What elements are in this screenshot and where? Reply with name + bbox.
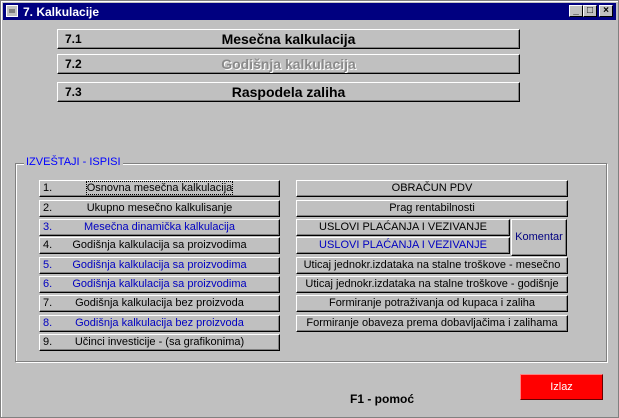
report-label: Godišnja kalkulacija bez proizvoda <box>75 317 244 329</box>
exit-button[interactable]: Izlaz <box>520 374 603 400</box>
report-number: 8. <box>43 317 53 329</box>
break-even-button[interactable] <box>296 200 568 217</box>
button-label: Raspodela zaliha <box>231 84 346 100</box>
report-label: Formiranje potraživanja od kupaca i zaliha <box>328 297 536 309</box>
report-number: 5. <box>43 259 53 271</box>
button-number: 7.1 <box>65 32 82 46</box>
report-button-6[interactable] <box>39 276 280 293</box>
yearly-calculation-button[interactable] <box>57 54 520 74</box>
report-label: OBRAČUN PDV <box>391 182 473 194</box>
report-number: 6. <box>43 278 53 290</box>
report-button-7[interactable] <box>39 295 280 312</box>
report-button-4[interactable] <box>39 237 280 254</box>
report-label: USLOVI PLAĆANJA I VEZIVANJE <box>319 221 487 233</box>
help-hint: F1 - pomoć <box>350 392 415 406</box>
report-label: Uticaj jednokr.izdataka na stalne troškove - mesečno <box>303 259 561 271</box>
report-label: Godišnja kalkulacija bez proizvoda <box>75 297 244 309</box>
report-button-3[interactable] <box>39 219 280 236</box>
liabilities-formation-button[interactable] <box>296 315 568 332</box>
report-label: Učinci investicije - (sa grafikonima) <box>74 336 245 348</box>
one-time-expenses-monthly-button[interactable] <box>296 257 568 274</box>
report-label: Godišnja kalkulacija sa proizvodima <box>72 239 247 251</box>
monthly-calculation-button[interactable] <box>57 29 520 49</box>
report-label: Osnovna mesečna kalkulacija <box>86 182 233 194</box>
report-label: USLOVI PLAĆANJA I VEZIVANJE <box>319 239 487 251</box>
minimize-button[interactable]: _ <box>569 5 583 17</box>
report-label: Mesečna dinamička kalkulacija <box>83 221 235 233</box>
button-number: 7.3 <box>65 85 82 99</box>
comment-button[interactable]: Komentar <box>511 219 567 256</box>
report-number: 4. <box>43 239 53 251</box>
button-number: 7.2 <box>65 57 82 71</box>
window-title: 7. Kalkulacije <box>23 5 100 19</box>
report-label: Ukupno mesečno kalkulisanje <box>86 202 233 214</box>
vat-calculation-button[interactable] <box>296 180 568 197</box>
report-number: 1. <box>43 182 53 194</box>
report-number: 2. <box>43 202 53 214</box>
report-label: Formiranje obaveza prema dobavljačima i zalihama <box>306 317 558 329</box>
app-icon[interactable] <box>6 5 18 17</box>
report-button-1[interactable] <box>39 180 280 197</box>
report-button-2[interactable] <box>39 200 280 217</box>
report-label: Godišnja kalkulacija sa proizvodima <box>72 278 247 290</box>
report-button-9[interactable] <box>39 334 280 351</box>
button-label: Mesečna kalkulacija <box>221 31 356 47</box>
button-label: Godišnja kalkulacija <box>221 56 356 72</box>
report-button-5[interactable] <box>39 257 280 274</box>
report-number: 7. <box>43 297 53 309</box>
title-bar[interactable] <box>3 3 616 20</box>
maximize-button[interactable]: □ <box>583 5 597 17</box>
reports-group-label: IZVEŠTAJI - ISPISI <box>26 156 121 168</box>
report-number: 9. <box>43 336 53 348</box>
report-button-8[interactable] <box>39 315 280 332</box>
payment-terms-button-1[interactable] <box>296 219 510 236</box>
payment-terms-button-2[interactable] <box>296 237 510 254</box>
report-label: Uticaj jednokr.izdataka na stalne troškove - godišnje <box>305 278 559 290</box>
report-label: Godišnja kalkulacija sa proizvodima <box>72 259 247 271</box>
one-time-expenses-yearly-button[interactable] <box>296 276 568 293</box>
close-button[interactable]: × <box>599 5 613 17</box>
receivables-formation-button[interactable] <box>296 295 568 312</box>
report-label: Prag rentabilnosti <box>389 202 475 214</box>
report-number: 3. <box>43 221 53 233</box>
stock-distribution-button[interactable] <box>57 82 520 102</box>
